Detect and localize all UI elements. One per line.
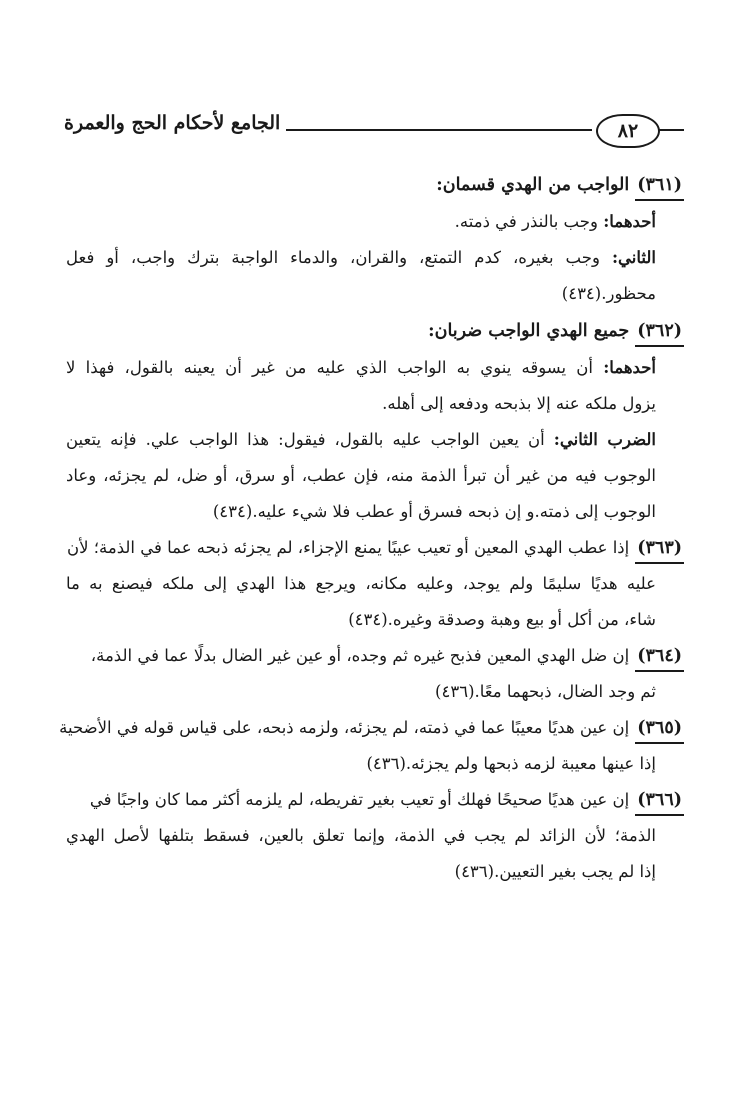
paragraph-line: يزول ملكه عنه إلا بذبحه ودفعه إلى أهله. <box>382 394 656 413</box>
entry-364 <box>66 638 682 710</box>
header-rule <box>268 129 592 131</box>
paragraph-lead: الضرب الثاني: <box>553 430 656 449</box>
entry-number: (٣٦٦) <box>635 788 684 816</box>
entry-heading <box>94 312 684 350</box>
paragraph-line: عليه هديًا سليمًا ولم يوجد، وعليه مكانه، ويرجع هذا الهدي إلى ملكه فيصنع به ما <box>66 574 656 593</box>
paragraph-text: أن يسوقه ينوي به الواجب الذي عليه من غير أن يعينه بالقول، فهذا لا <box>66 358 593 377</box>
paragraph-lead: الثاني: <box>611 248 656 267</box>
paragraph-line: إذا عينها معيبة لزمه ذبحها ولم يجزئه.(٤٣٦) <box>366 754 656 773</box>
paragraph-line <box>66 422 656 458</box>
entry-text: إذا عطب الهدي المعين أو تعيب عيبًا يمنع الإجزاء، لم يجزئه ذبحه عما في الذمة؛ لأن <box>67 538 630 557</box>
paragraph-text: وجب بالنذر في ذمته. <box>454 212 598 231</box>
entry-362 <box>66 312 682 530</box>
entry-title: الواجب من الهدي قسمان: <box>436 175 630 195</box>
entry-title: جميع الهدي الواجب ضربان: <box>428 321 630 341</box>
paragraph-text: وجب بغيره، كدم التمتع، والقران، والدماء الواجبة بترك واجب، أو فعل <box>66 248 600 267</box>
paragraph-line: الذمة؛ لأن الزائد لم يجب في الذمة، وإنما تعلق بالعين، فسقط بتلفها لأصل الهدي <box>66 826 656 845</box>
entry-heading <box>90 638 684 674</box>
entry-361 <box>66 166 682 312</box>
paragraph-line: الوجوب فيه من غير أن تبرأ الذمة منه، فإن عطب، أو سرق، أو ضل، لم يجزئه، وعاد <box>66 466 656 485</box>
header-rule-end <box>658 129 684 131</box>
entry-heading <box>89 782 684 818</box>
paragraph-line <box>66 204 656 240</box>
paragraph-text: أن يعين الواجب عليه بالقول، فيقول: هذا الواجب علي. فإنه يتعين <box>66 430 545 449</box>
paragraph-lead: أحدهما: <box>603 212 656 231</box>
paragraph-line: ثم وجد الضال، ذبحهما معًا.(٤٣٦) <box>435 682 656 701</box>
paragraph-lead: أحدهما: <box>603 358 657 377</box>
entry-366 <box>66 782 682 890</box>
entry-heading <box>94 166 684 204</box>
running-title: الجامع لأحكام الحج والعمرة <box>58 112 286 134</box>
entry-number: (٣٦٢) <box>635 319 684 347</box>
entry-number: (٣٦٤) <box>635 644 684 672</box>
entry-text: إن عين هديًا معيبًا عما في ذمته، لم يجزئه، ولزمه ذبحه، على قياس قوله في الأضحية <box>59 718 630 737</box>
paragraph-line: محظور.(٤٣٤) <box>561 284 656 303</box>
page-header <box>58 108 684 148</box>
entry-363 <box>66 530 682 638</box>
entry-text: إن عين هديًا صحيحًا فهلك أو تعيب بغير تفريطه، لم يلزمه أكثر مما كان واجبًا في <box>89 790 630 809</box>
entry-heading <box>59 710 684 746</box>
paragraph-line: شاء، من أكل أو بيع وهبة وصدقة وغيره.(٤٣٤) <box>348 610 656 629</box>
paragraph-line <box>66 240 656 276</box>
page-body <box>59 166 682 890</box>
paragraph-line: الوجوب إلى ذمته.و إن ذبحه فسرق أو عطب فلا شيء عليه.(٤٣٤) <box>212 502 656 521</box>
paragraph-line <box>66 350 656 386</box>
entry-text: إن ضل الهدي المعين فذبح غيره ثم وجده، أو عين غير الضال بدلًا عما في الذمة، <box>90 646 630 665</box>
paragraph-line: إذا لم يجب بغير التعيين.(٤٣٦) <box>454 862 656 881</box>
entry-heading <box>67 530 684 566</box>
entry-number: (٣٦٣) <box>635 536 684 564</box>
entry-number: (٣٦١) <box>635 173 684 201</box>
entry-number: (٣٦٥) <box>635 716 684 744</box>
page-number: ٨٢ <box>596 114 660 148</box>
entry-365 <box>59 710 682 782</box>
